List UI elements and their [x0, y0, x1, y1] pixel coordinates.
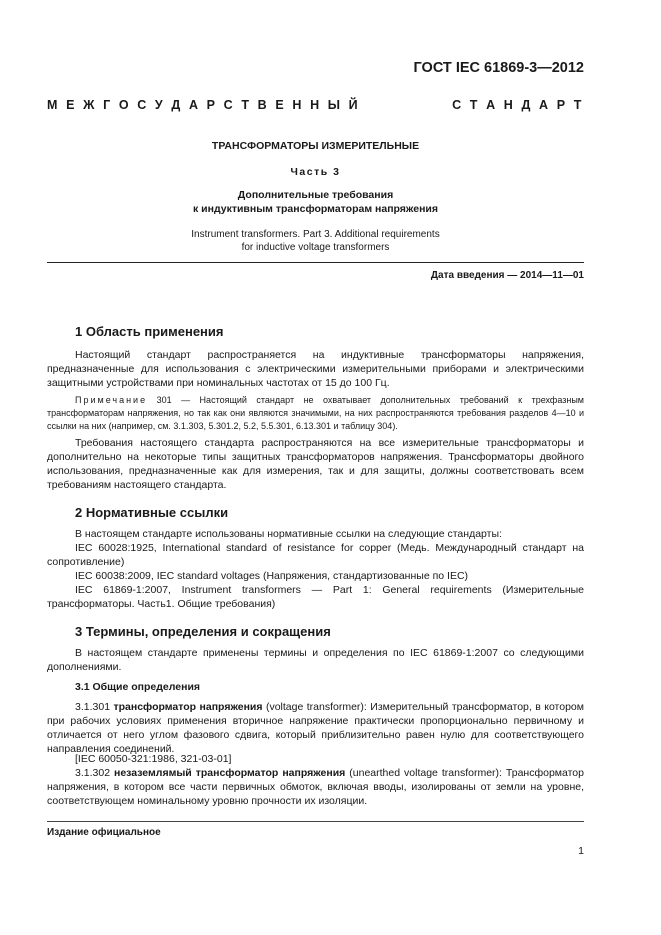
definition-3-1-301 — [47, 700, 584, 756]
paragraph-text: Требования настоящего стандарта распространяются на все измерительные трансформаторы и дополнительно на некоторые типы защитных трансформаторов напряжения. Трансформаторы двойного использования, предназначенные как для измерения, так и для защиты, должны соответствовать всем требованиям настоящего стандарта. — [47, 437, 584, 491]
definition-text: (unearthed voltage transformer): Трансформатор напряжения, в котором все части первичных обмоток, включая вводы, изолированы от земли на уровне, соответствующем номинальному уровню прочности их изоляции. — [47, 767, 584, 807]
reference-text: IEC 60028:1925, International standard of resistance for copper (Медь. Международный стандарт на сопротивление) — [47, 542, 584, 568]
document-title: ТРАНСФОРМАТОРЫ ИЗМЕРИТЕЛЬНЫЕ — [211, 140, 420, 152]
standard-word: С Т А Н Д А Р Т — [452, 98, 584, 112]
page-number: 1 — [578, 845, 584, 857]
introduction-date: Дата введения — 2014—11—01 — [430, 270, 584, 281]
section-1-note — [47, 394, 584, 433]
paragraph-text: В настоящем стандарте использованы нормативные ссылки на следующие стандарты: — [75, 528, 502, 540]
definition-text: (voltage transformer): Измерительный трансформатор, в котором при рабочих условиях применения вторичное напряжение практически пропорционально первичному и отличается от него углом фазового сдвига, который приблизительно равен нулю для соответствующего направления соединений. — [47, 701, 584, 755]
reference-text: IEC 61869-1:2007, Instrument transformers — Part 1: General requirements (Измерительные трансформаторы. Часть1. Общие требования) — [47, 584, 584, 610]
reference-item — [47, 569, 584, 583]
definition-number: 3.1.302 — [75, 767, 114, 779]
section-3-heading: 3 Термины, определения и сокращения — [75, 624, 331, 639]
subtitle-line: Дополнительные требования — [237, 189, 394, 201]
source-text: [IEC 60050-321:1986, 321-03-01] — [75, 753, 232, 765]
part-label: Часть 3 — [290, 166, 341, 178]
definition-number: 3.1.301 — [75, 701, 114, 713]
section-2-intro — [47, 527, 584, 541]
definition-3-1-302 — [47, 766, 584, 808]
note-label: Примечание — [75, 395, 148, 405]
section-1-paragraph — [47, 348, 584, 390]
paragraph-text: В настоящем стандарте применены термины и определения по IEC 61869-1:2007 со следующими дополнениями. — [47, 647, 584, 673]
paragraph-text: Настоящий стандарт распространяется на индуктивные трансформаторы напряжения, предназначенные для использования с электрическими измерительными приборами и электрическими защитными устройствами при номинальных частотах от 15 до 100 Гц. — [47, 349, 584, 389]
definition-source — [47, 752, 584, 766]
subtitle-line: к индуктивным трансформаторам напряжения — [192, 203, 439, 215]
reference-item — [47, 541, 584, 569]
interstate-standard-banner — [47, 98, 584, 112]
section-3-intro — [47, 646, 584, 674]
subsection-3-1-heading: 3.1 Общие определения — [75, 681, 201, 693]
title-divider — [47, 262, 584, 263]
note-text: 301 — Настоящий стандарт не охватывает дополнительных требований к трехфазным трансформаторам напряжения, но так как они являются значимыми, на них распространяются требования разделов 4—10 и ссылки на них (например, см. 3.1.303, 5.301.2, 5.2, 5.5.301, 6.13.301 и таблицу 304). — [47, 395, 584, 431]
document-subtitle — [47, 188, 584, 216]
english-title-line: Instrument transformers. Part 3. Additional requirements — [191, 229, 440, 240]
footer-divider — [47, 821, 584, 822]
document-code: ГОСТ IEC 61869-3—2012 — [413, 60, 584, 76]
reference-item — [47, 583, 584, 611]
section-1-heading: 1 Область применения — [75, 324, 224, 339]
interstate-word: М Е Ж Г О С У Д А Р С Т В Е Н Н Ы Й — [47, 98, 361, 112]
section-1-paragraph — [47, 436, 584, 492]
definition-term: незаземлямый трансформатор напряжения — [114, 767, 346, 779]
english-title — [47, 228, 584, 254]
section-2-heading: 2 Нормативные ссылки — [75, 505, 229, 520]
definition-term: трансформатор напряжения — [113, 701, 263, 713]
english-title-line: for inductive voltage transformers — [241, 242, 390, 253]
reference-text: IEC 60038:2009, IEC standard voltages (Напряжения, стандартизованные по IEC) — [75, 570, 469, 582]
official-edition-label: Издание официальное — [47, 827, 161, 838]
